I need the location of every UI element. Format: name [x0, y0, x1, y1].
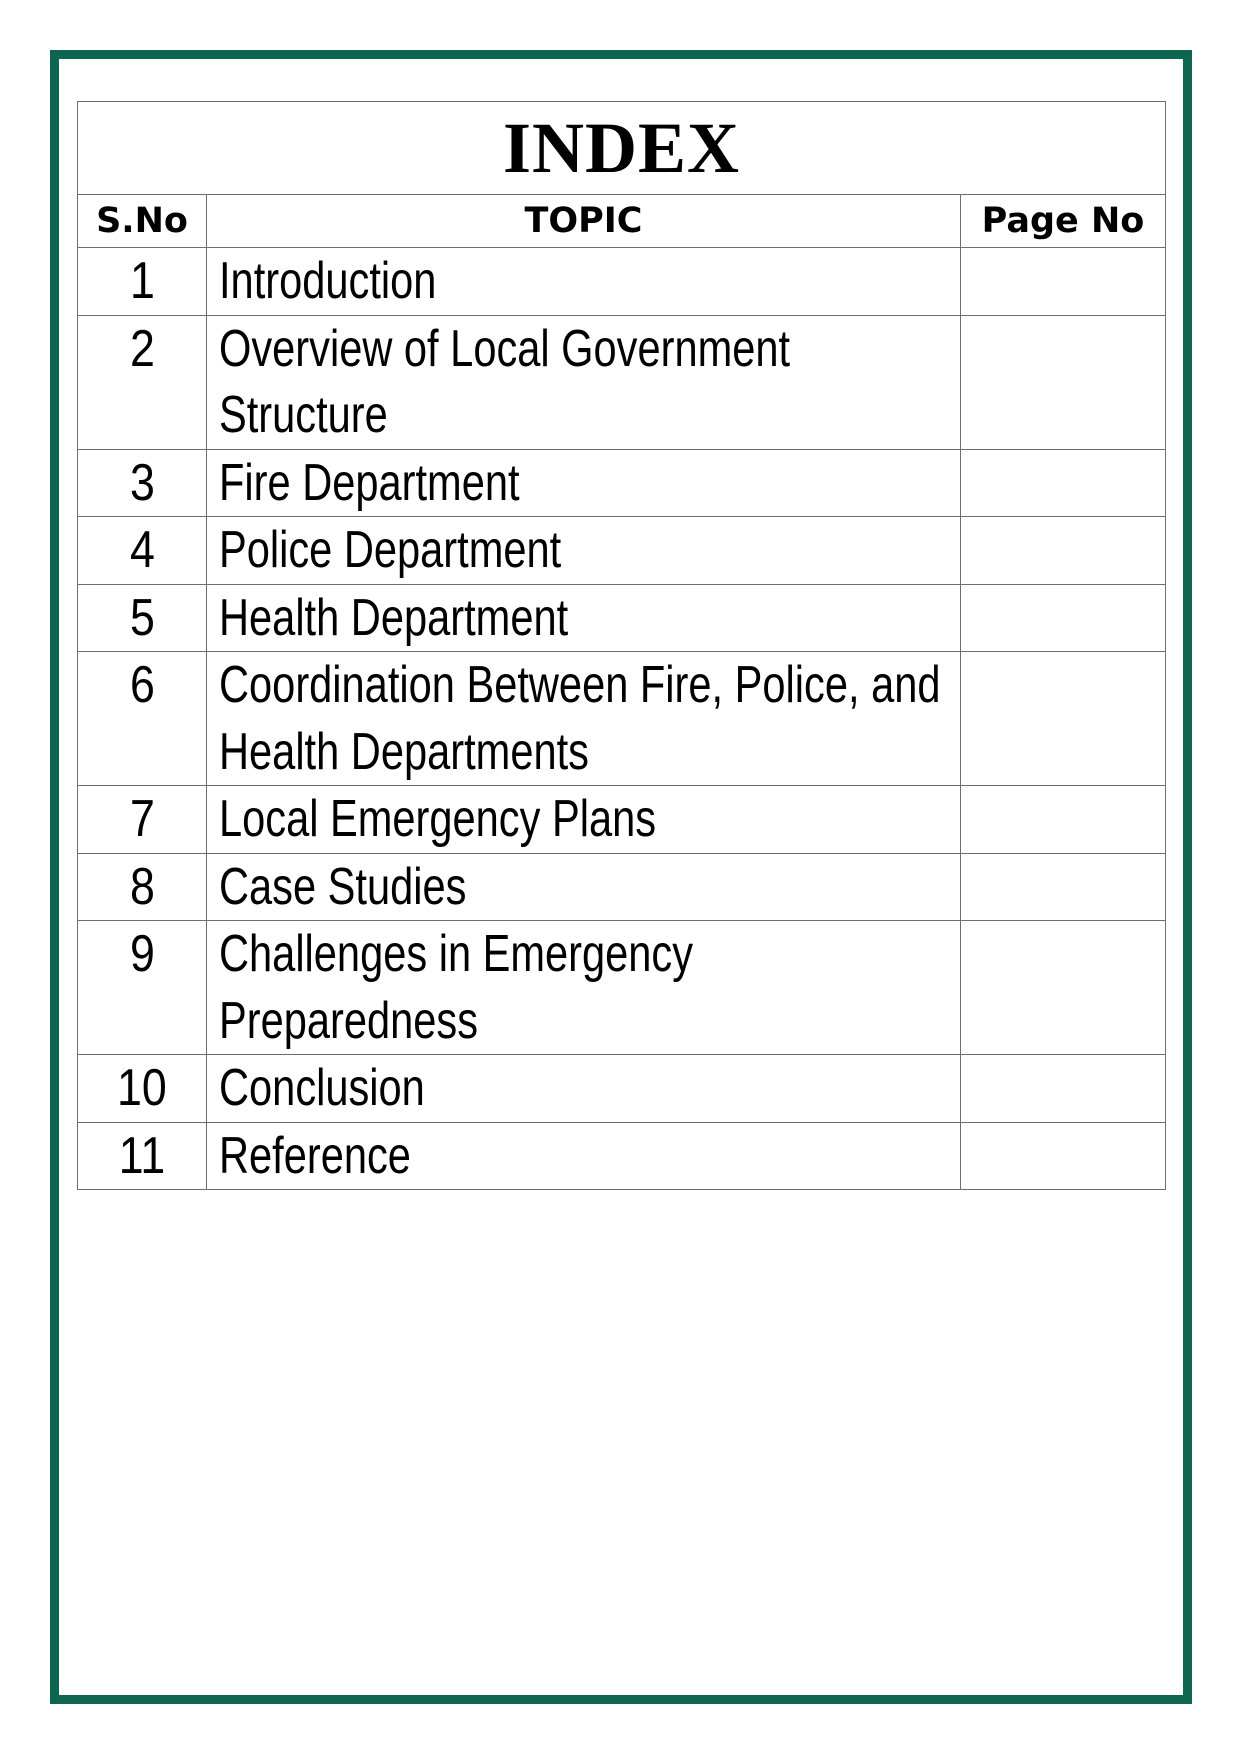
sno-value: 6 [129, 656, 155, 714]
row-topic [207, 921, 961, 1055]
row-page [961, 786, 1166, 854]
row-topic [207, 517, 961, 585]
row-sno [78, 315, 207, 449]
topic-value: Fire Department [219, 453, 520, 512]
row-sno [78, 517, 207, 585]
index-title: INDEX [78, 102, 1166, 195]
row-page [961, 921, 1166, 1055]
topic-value: Coordination Between Fire, Police, and Health Departments [219, 656, 941, 781]
topic-value: Overview of Local Government Structure [219, 319, 791, 444]
row-page [961, 1122, 1166, 1190]
table-row [78, 1122, 1166, 1190]
row-topic [207, 248, 961, 316]
row-topic [207, 786, 961, 854]
row-topic [207, 449, 961, 517]
sno-value: 1 [129, 252, 155, 310]
sno-value: 4 [129, 521, 155, 579]
table-row [78, 517, 1166, 585]
header-sno [78, 195, 207, 248]
sno-value: 2 [129, 319, 155, 378]
row-topic [207, 652, 961, 786]
header-sno-label: S.No [96, 201, 188, 241]
topic-value: Health Department [219, 588, 569, 647]
row-page [961, 248, 1166, 316]
row-topic [207, 853, 961, 921]
sno-value: 8 [129, 857, 155, 916]
title-row [78, 102, 1166, 195]
row-sno [78, 248, 207, 316]
row-page [961, 315, 1166, 449]
sno-value: 11 [118, 1126, 166, 1185]
table-row [78, 853, 1166, 921]
row-page [961, 449, 1166, 517]
row-sno [78, 1122, 207, 1190]
table-row [78, 449, 1166, 517]
row-topic [207, 315, 961, 449]
row-page [961, 652, 1166, 786]
header-topic-label: TOPIC [524, 201, 643, 241]
header-page [961, 195, 1166, 248]
sno-value: 10 [117, 1059, 167, 1117]
row-page [961, 1055, 1166, 1123]
sno-value: 7 [129, 790, 155, 848]
table-row [78, 248, 1166, 316]
row-sno [78, 853, 207, 921]
table-row [78, 786, 1166, 854]
row-sno [78, 584, 207, 652]
row-topic [207, 584, 961, 652]
sno-value: 5 [129, 588, 155, 647]
row-sno [78, 786, 207, 854]
topic-value: Case Studies [219, 857, 467, 916]
row-page [961, 853, 1166, 921]
table-row [78, 652, 1166, 786]
topic-value: Local Emergency Plans [219, 790, 657, 848]
table-row [78, 315, 1166, 449]
row-topic [207, 1055, 961, 1123]
row-sno [78, 652, 207, 786]
table-row [78, 921, 1166, 1055]
row-page [961, 517, 1166, 585]
topic-value: Introduction [219, 252, 437, 310]
header-page-label: Page No [981, 201, 1145, 241]
row-page [961, 584, 1166, 652]
table-row [78, 1055, 1166, 1123]
row-topic [207, 1122, 961, 1190]
table-row [78, 584, 1166, 652]
sno-value: 9 [129, 925, 155, 983]
sno-value: 3 [129, 453, 155, 512]
topic-value: Challenges in Emergency Preparedness [219, 925, 694, 1050]
topic-value: Reference [219, 1126, 411, 1185]
header-topic [207, 195, 961, 248]
row-sno [78, 449, 207, 517]
header-row [78, 195, 1166, 248]
topic-value: Police Department [219, 521, 562, 579]
row-sno [78, 1055, 207, 1123]
topic-value: Conclusion [219, 1059, 425, 1117]
row-sno [78, 921, 207, 1055]
index-table [77, 101, 1166, 1190]
